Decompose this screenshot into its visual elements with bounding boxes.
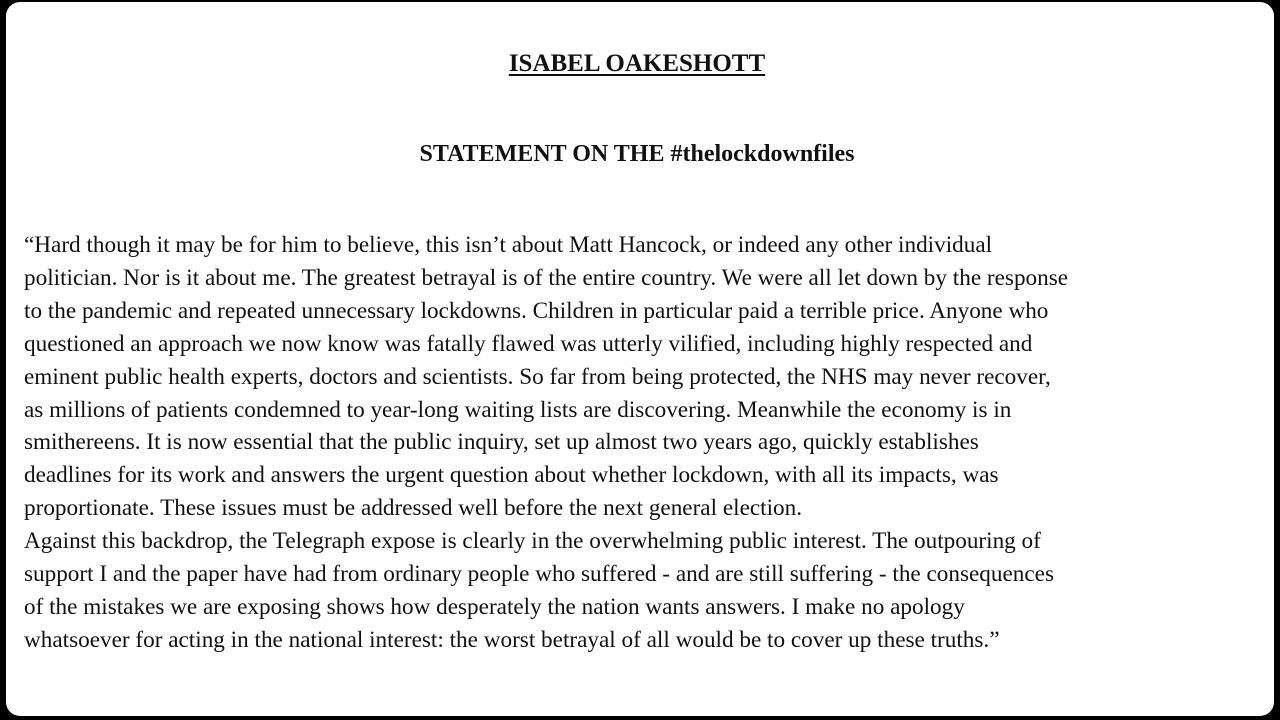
text-line: support I and the paper have had from ordinary people who suffered - and are still suffering - the consequences	[24, 561, 1054, 588]
text-line: Against this backdrop, the Telegraph expose is clearly in the overwhelming public interest. The outpouring of	[24, 528, 1041, 555]
document-subtitle: STATEMENT ON THE #thelockdownfiles	[419, 141, 855, 167]
text-line: deadlines for its work and answers the urgent question about whether lockdown, with all its impacts, was	[24, 462, 999, 489]
document-page	[6, 2, 1274, 716]
text-line: politician. Nor is it about me. The greatest betrayal is of the entire country. We were all let down by the response	[24, 264, 1069, 291]
text-line: proportionate. These issues must be addressed well before the next general election.	[24, 495, 803, 522]
text-line: as millions of patients condemned to year-long waiting lists are discovering. Meanwhile the economy is in	[24, 396, 1012, 423]
text-line: eminent public health experts, doctors and scientists. So far from being protected, the NHS may never recover,	[24, 363, 1051, 390]
statement-body	[24, 229, 1264, 657]
text-line: to the pandemic and repeated unnecessary lockdowns. Children in particular paid a terrible price. Anyone who	[24, 297, 1049, 324]
text-line: of the mistakes we are exposing shows how desperately the nation wants answers. I make no apology	[24, 593, 965, 620]
statement-paragraph-1	[24, 229, 1264, 525]
document-title: ISABEL OAKESHOTT	[508, 50, 766, 77]
statement-paragraph-2	[24, 525, 1264, 657]
text-line: “Hard though it may be for him to believe, this isn’t about Matt Hancock, or indeed any other individual	[24, 232, 993, 258]
text-line: whatsoever for acting in the national interest: the worst betrayal of all would be to cover up these truths.”	[24, 626, 1000, 653]
text-line: questioned an approach we now know was fatally flawed was utterly vilified, including highly respected and	[24, 330, 1033, 357]
text-line: smithereens. It is now essential that the public inquiry, set up almost two years ago, quickly establishes	[24, 429, 979, 456]
